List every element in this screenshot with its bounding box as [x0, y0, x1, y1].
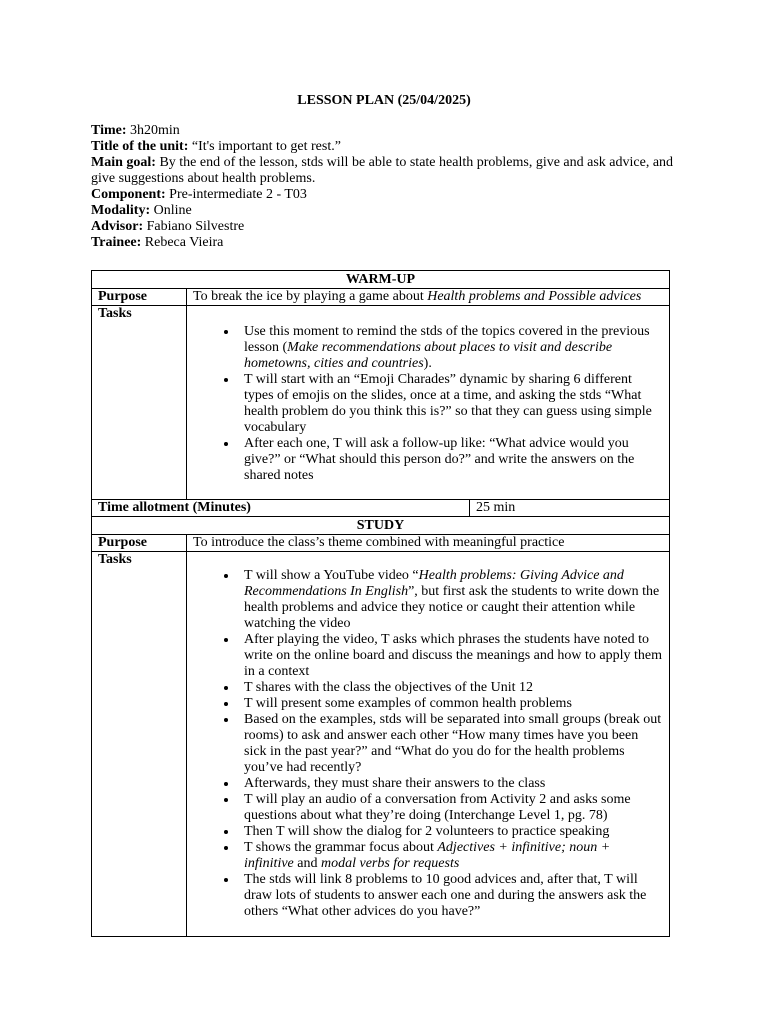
warmup-purpose-label: Purpose [92, 289, 187, 306]
warmup-header: WARM-UP [92, 271, 670, 289]
study-header: STUDY [92, 517, 670, 535]
list-item: • T shows the grammar focus about Adjectives + infinitive; noun + infinitive and modal verbs for requests [238, 840, 663, 872]
list-item: • T shares with the class the objectives of the Unit 12 [238, 680, 663, 696]
lesson-meta [91, 123, 681, 251]
warmup-tasks [187, 306, 670, 500]
meta-advisor: Advisor: Fabiano Silvestre [91, 219, 245, 234]
warmup-time-value: 25 min [470, 500, 670, 517]
list-item: • T will play an audio of a conversation from Activity 2 and asks some questions about what they’re doing (Interchange Level 1, pg. 78) [238, 792, 663, 824]
meta-trainee: Trainee: Rebeca Vieira [91, 235, 224, 250]
list-item: • Use this moment to remind the stds of the topics covered in the previous lesson (Make recommendations about places to visit and describe hometowns, cities and countries). [238, 324, 663, 372]
list-item: • T will show a YouTube video “Health problems: Giving Advice and Recommendations In English”, but first ask the students to write down the health problems and advice they notice or caught their attention while watching the video [238, 568, 663, 632]
warmup-task-list [193, 324, 663, 484]
lesson-table [91, 270, 670, 937]
list-item: • After playing the video, T asks which phrases the students have noted to write on the online board and discuss the meanings and how to apply them in a context [238, 632, 663, 680]
list-item: • Then T will show the dialog for 2 volunteers to practice speaking [238, 824, 663, 840]
study-tasks-label: Tasks [92, 552, 187, 937]
list-item: • T will start with an “Emoji Charades” dynamic by sharing 6 different types of emojis on the slides, once at a time, and asking the stds “What health problem do you think this is?” so that they can guess using simple vocabulary [238, 372, 663, 436]
warmup-purpose: To break the ice by playing a game about Health problems and Possible advices [187, 289, 670, 306]
warmup-time-label: Time allotment (Minutes) [92, 500, 470, 517]
page-title: LESSON PLAN (25/04/2025) [297, 93, 471, 108]
meta-modality: Modality: Online [91, 203, 192, 218]
study-purpose-label: Purpose [92, 535, 187, 552]
study-purpose: To introduce the class’s theme combined with meaningful practice [187, 535, 670, 552]
list-item: • T will present some examples of common health problems [238, 696, 663, 712]
meta-goal: Main goal: By the end of the lesson, stds will be able to state health problems, give and ask advice, and give suggestions about health problems. [91, 155, 674, 186]
list-item: • The stds will link 8 problems to 10 good advices and, after that, T will draw lots of students to answer each one and during the answers ask the others “What other advices do you have?” [238, 872, 663, 920]
list-item: • After each one, T will ask a follow-up like: “What advice would you give?” or “What should this person do?” and write the answers on the shared notes [238, 436, 663, 484]
study-task-list [193, 568, 663, 920]
warmup-tasks-label: Tasks [92, 306, 187, 500]
list-item: • Afterwards, they must share their answers to the class [238, 776, 663, 792]
study-tasks [187, 552, 670, 937]
meta-time: Time: 3h20min [91, 123, 180, 138]
meta-unit: Title of the unit: “It's important to get rest.” [91, 139, 341, 154]
list-item: • Based on the examples, stds will be separated into small groups (break out rooms) to ask and answer each other “How many times have you been sick in the past year?” and “What do you do for the health problems you’ve had recently? [238, 712, 663, 776]
meta-component: Component: Pre-intermediate 2 - T03 [91, 187, 307, 202]
